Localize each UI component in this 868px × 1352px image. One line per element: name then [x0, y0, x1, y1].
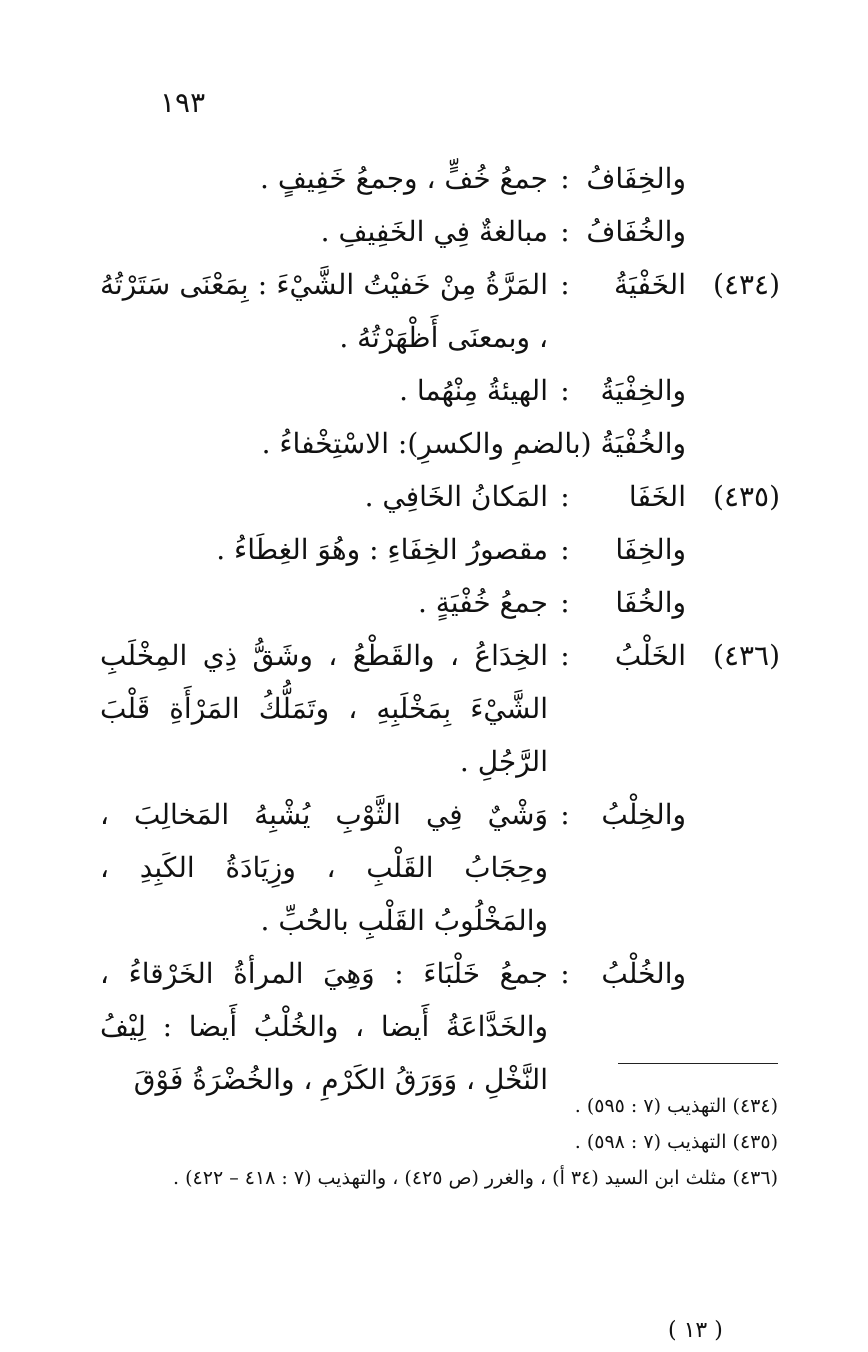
entry-headword: والخُفْيَةُ (بالضمِ والكسرِ): الاسْتِخْفاءُ . [261, 427, 686, 460]
entry-headword: الخَلْبُ [614, 639, 686, 672]
entry-definition: الخِدَاعُ ، والقَطْعُ ، وشَقُّ ذِي المِخْلَبِ الشَّيْءَ بِمَخْلَبِهِ ، وتَمَلُّكُ المَرْأَةِ قَلْبَ الرَّجُلِ . [100, 639, 548, 778]
entry-colon: : [560, 586, 570, 619]
entry-headword: والخُفَافُ [586, 215, 686, 248]
entry-definition: مبالغةٌ فِي الخَفِيفِ . [320, 215, 548, 248]
entry-number [686, 788, 780, 947]
entry [100, 364, 780, 417]
footnote: (٤٣٦) مثلث ابن السيد (٣٤ أ) ، والغرر (ص ٤٢٥) ، والتهذيب (٧ : ٤١٨ – ٤٢٢) . [173, 1167, 778, 1189]
footnote-divider [618, 1063, 778, 1064]
entry-colon: : [560, 268, 570, 301]
entry-number [686, 576, 780, 629]
entry-definition: جمعُ خُفٍّ ، وجمعُ خَفِيفٍ . [260, 162, 548, 195]
entry-headword: والخِفَا [615, 533, 686, 566]
entry [100, 152, 780, 205]
entry-number: (٤٣٤) [713, 268, 780, 301]
entry [100, 576, 780, 629]
entry-colon: : [560, 480, 570, 513]
entry [100, 629, 780, 788]
entry-colon: : [560, 639, 570, 672]
entry-headword: والخُفَا [615, 586, 686, 619]
entry-number [686, 152, 780, 205]
entry-number [686, 417, 780, 470]
entry [100, 470, 780, 523]
entry-number [686, 205, 780, 258]
entry-colon: : [560, 957, 570, 990]
entry [100, 788, 780, 947]
entry-headword: والخِفَافُ [586, 162, 686, 195]
entry-definition: المَكانُ الخَافِي . [364, 480, 548, 513]
entry-headword: الخَفَا [628, 480, 686, 513]
entry-number: (٤٣٦) [713, 639, 780, 672]
signature-mark: ( ١٣ ) [668, 1318, 723, 1343]
entry-colon: : [560, 215, 570, 248]
entry-definition: مقصورُ الخِفَاءِ : وهُوَ الغِطَاءُ . [216, 533, 548, 566]
entry-headword: والخُلْبُ [601, 957, 686, 990]
entry-colon: : [560, 533, 570, 566]
footnotes [100, 1088, 778, 1196]
entry [100, 417, 780, 470]
dictionary-entries [100, 152, 780, 1106]
entry-definition: وَشْيٌ فِي الثَّوْبِ يُشْبِهُ المَخالِبَ ، وحِجَابُ القَلْبِ ، وزِيَادَةُ الكَبِدِ ، والمَخْلُوبُ القَلْبِ بالحُبِّ . [100, 798, 548, 937]
entry-colon: : [560, 374, 570, 407]
entry-number [686, 947, 780, 1106]
entry [100, 205, 780, 258]
entry-definition: المَرَّةُ مِنْ خَفيْتُ الشَّيْءَ : بِمَعْنَى سَتَرْتُهُ ، وبمعنَى أَظْهَرْتُهُ . [100, 268, 548, 354]
footnote: (٤٣٥) التهذيب (٧ : ٥٩٨) . [574, 1131, 778, 1153]
entry-number [686, 364, 780, 417]
entry [100, 258, 780, 364]
entry-definition: جمعُ خُفْيَةٍ . [417, 586, 548, 619]
entry-colon: : [560, 798, 570, 831]
entry-definition: الهيئةُ مِنْهُما . [399, 374, 548, 407]
entry-colon: : [560, 162, 570, 195]
entry-headword: والخِفْيَةُ [600, 374, 686, 407]
footnote: (٤٣٤) التهذيب (٧ : ٥٩٥) . [574, 1095, 778, 1117]
entry [100, 947, 780, 1106]
page-number: ١٩٣ [160, 86, 206, 119]
entry-headword: الخَفْيَةُ [613, 268, 686, 301]
entry [100, 523, 780, 576]
entry-headword: والخِلْبُ [601, 798, 686, 831]
entry-number [686, 523, 780, 576]
entry-number: (٤٣٥) [713, 480, 780, 513]
entry-definition: جمعُ خَلْبَاءَ : وَهِيَ المرأةُ الخَرْقاءُ ، والخَدَّاعَةُ أَيضا ، والخُلْبُ أَيضا : لِيْفُ النَّخْلِ ، وَوَرَقُ الكَرْمِ ، والخُضْرَةُ فَوْقَ [100, 957, 548, 1096]
